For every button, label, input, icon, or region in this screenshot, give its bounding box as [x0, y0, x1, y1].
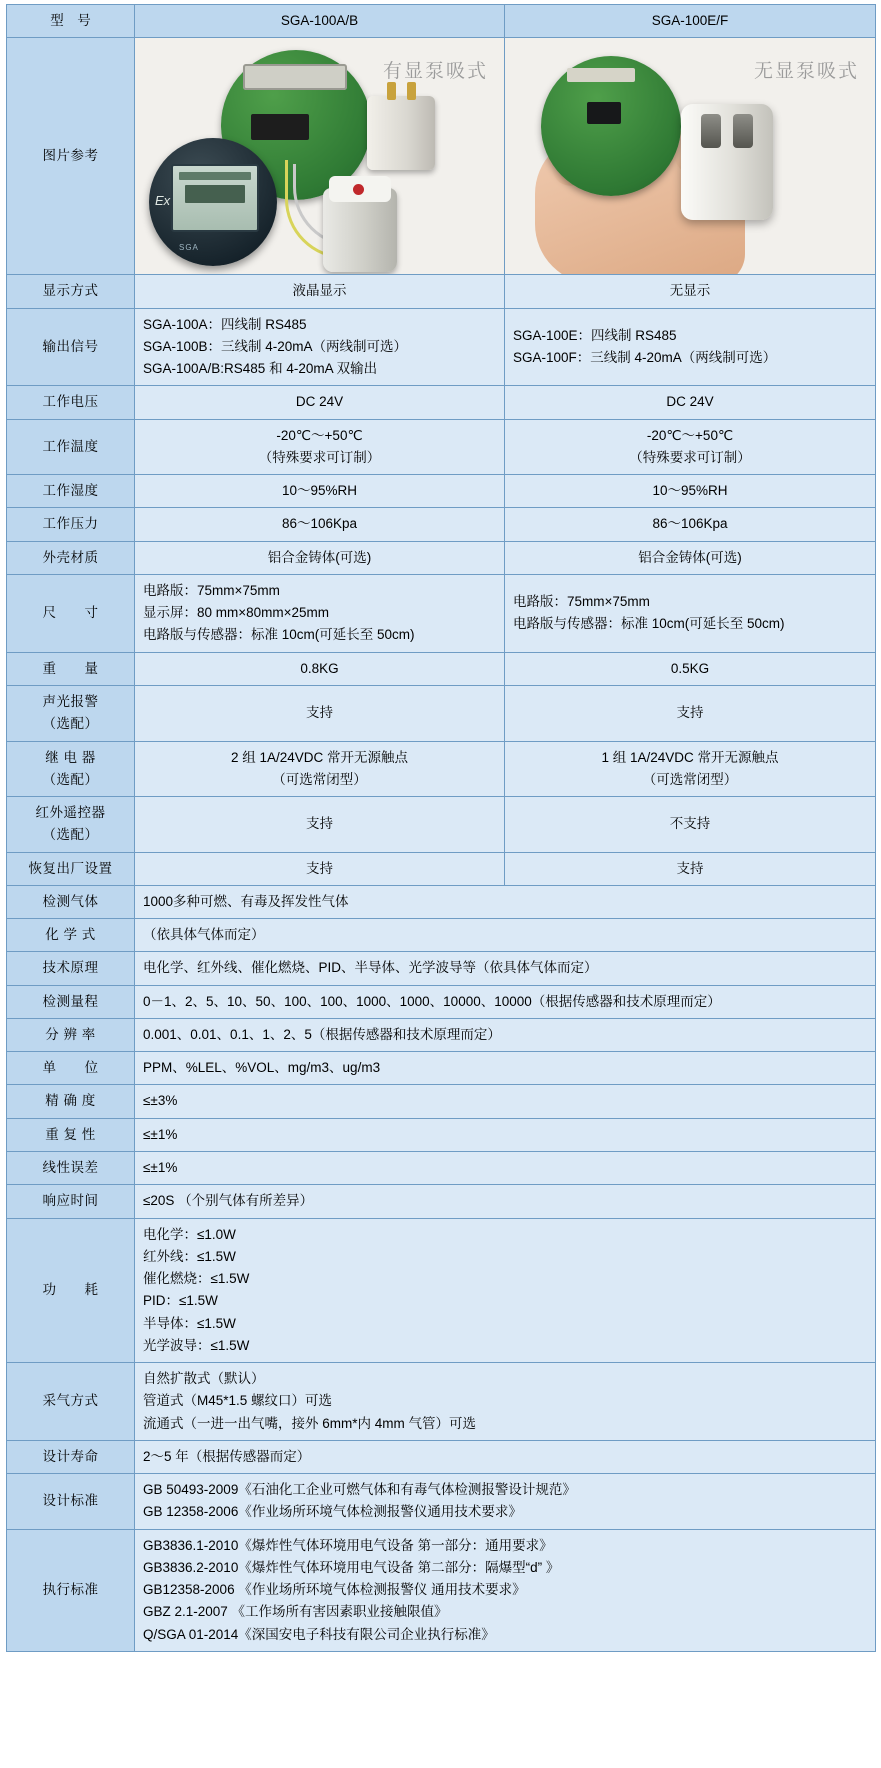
row-value [505, 541, 876, 574]
row-label: 重 复 性 [7, 1118, 135, 1151]
cell-line: -20℃～+50℃ [646, 427, 734, 443]
row-value [135, 885, 876, 918]
cell-line: SGA-100F：三线制 4-20mA（两线制可选） [513, 349, 777, 365]
row-value [135, 574, 505, 652]
table-row [7, 541, 876, 574]
cell-line: （特殊要求可订制） [629, 449, 751, 465]
table-row [7, 797, 876, 853]
cell-line: 电路版：75mm×75mm [143, 582, 280, 598]
row-value [505, 475, 876, 508]
specification-table [6, 4, 876, 1652]
table-row [7, 1363, 876, 1441]
table-row [7, 574, 876, 652]
cell-line: GBZ 2.1-2007 《工作场所有害因素职业接触限值》 [143, 1604, 448, 1620]
row-label: 技术原理 [7, 952, 135, 985]
row-value [135, 1118, 876, 1151]
row-value [135, 985, 876, 1018]
cell-line: 支持 [306, 705, 333, 721]
row-value [505, 797, 876, 853]
pcb-board-icon [541, 56, 681, 196]
row-label: 工作压力 [7, 508, 135, 541]
row-value [505, 419, 876, 475]
row-label: 输出信号 [7, 308, 135, 386]
cell-line: （选配） [42, 716, 99, 732]
cell-line: 0－1、2、5、10、50、100、100、1000、1000、10000、10000（根据传感器和技术原理而定） [143, 993, 721, 1009]
table-row [7, 308, 876, 386]
cell-line: GB3836.1-2010《爆炸性气体环境用电气设备 第一部分：通用要求》 [143, 1537, 553, 1553]
row-value [505, 574, 876, 652]
table-row [7, 1018, 876, 1051]
row-label: 执行标准 [7, 1529, 135, 1651]
cell-line: 电路版：75mm×75mm [513, 594, 650, 610]
row-label: 响应时间 [7, 1185, 135, 1218]
cell-line: GB12358-2006 《作业场所环境气体检测报警仪 通用技术要求》 [143, 1582, 526, 1598]
cell-line: 支持 [676, 705, 704, 721]
cell-line: GB3836.2-2010《爆炸性气体环境用电气设备 第二部分：隔爆型“d” 》 [143, 1559, 560, 1575]
cell-line: 0.001、0.01、0.1、1、2、5（根据传感器和技术原理而定） [143, 1026, 501, 1042]
row-value [135, 1151, 876, 1184]
row-label: 采气方式 [7, 1363, 135, 1441]
row-value [135, 508, 505, 541]
pump-sensor-icon [681, 104, 773, 220]
cell-line: ≤±3% [143, 1093, 178, 1109]
row-label: 外壳材质 [7, 541, 135, 574]
row-value [505, 652, 876, 685]
row-value [505, 275, 876, 308]
cell-line: 1000多种可燃、有毒及挥发性气体 [143, 893, 349, 909]
row-label: 工作电压 [7, 386, 135, 419]
table-row [7, 1085, 876, 1118]
row-label: 重 量 [7, 652, 135, 685]
cell-line: SGA-100E：四线制 RS485 [513, 327, 677, 343]
cell-line: 红外线：≤1.5W [143, 1248, 236, 1264]
row-value [505, 685, 876, 741]
cell-line: 2～5 年（根据传感器而定） [143, 1448, 311, 1464]
table-row [7, 1218, 876, 1363]
table-header-row [7, 5, 876, 38]
row-value [135, 919, 876, 952]
cell-line: 管道式（M45*1.5 螺纹口）可选 [143, 1393, 333, 1409]
cell-line: 半导体：≤1.5W [143, 1315, 236, 1331]
table-row [7, 1440, 876, 1473]
cell-line: 红外遥控器 [35, 805, 106, 821]
table-row [7, 475, 876, 508]
row-value [135, 1185, 876, 1218]
cell-line: ≤20S （个别气体有所差异） [143, 1193, 314, 1209]
two-column-rows [7, 275, 876, 886]
cell-line: 流通式（一进一出气嘴，接外 6mm*内 4mm 气管）可选 [143, 1415, 477, 1431]
row-value [505, 386, 876, 419]
cell-line: DC 24V [295, 394, 344, 410]
table-row [7, 741, 876, 797]
cell-line: 催化燃烧：≤1.5W [143, 1271, 250, 1287]
row-value [135, 652, 505, 685]
cell-line: 自然扩散式（默认） [143, 1371, 265, 1387]
photo-tag-left: 有显泵吸式 [382, 61, 488, 83]
row-value [135, 1440, 876, 1473]
cell-line: SGA-100A：四线制 RS485 [143, 316, 307, 332]
cell-line: 支持 [676, 860, 704, 876]
cell-line: ≤±1% [143, 1159, 178, 1175]
row-label: 工作温度 [7, 419, 135, 475]
cell-line: SGA-100B：三线制 4-20mA（两线制可选） [143, 338, 408, 354]
pump-sensor-icon [323, 188, 397, 272]
row-label: 精 确 度 [7, 1085, 135, 1118]
row-value [135, 419, 505, 475]
cell-line: 电化学：≤1.0W [143, 1226, 236, 1242]
row-label: 检测气体 [7, 885, 135, 918]
cell-line: ≤±1% [143, 1126, 178, 1142]
row-label [7, 797, 135, 853]
table-row [7, 852, 876, 885]
cell-line: 显示屏：80 mm×80mm×25mm [143, 605, 330, 621]
cell-line: 电路版与传感器：标准 10cm(可延长至 50cm) [143, 627, 415, 643]
cell-line: （依具体气体而定） [143, 927, 265, 943]
row-label: 显示方式 [7, 275, 135, 308]
cell-line: Q/SGA 01-2014《深国安电子科技有限公司企业执行标准》 [143, 1626, 495, 1642]
cell-line: （可选常闭型） [272, 771, 367, 787]
cell-line: GB 12358-2006《作业场所环境气体检测报警仪通用技术要求》 [143, 1504, 522, 1520]
cell-line: 铝合金铸体(可选) [267, 549, 372, 565]
table-row [7, 1118, 876, 1151]
row-label [7, 741, 135, 797]
cell-line: DC 24V [666, 394, 714, 410]
photo-row [7, 38, 876, 275]
row-value [135, 1052, 876, 1085]
cell-line: 声光报警 [42, 693, 99, 709]
row-label: 单 位 [7, 1052, 135, 1085]
table-row [7, 652, 876, 685]
cell-line: 电路版与传感器：标准 10cm(可延长至 50cm) [513, 616, 785, 632]
row-label: 设计标准 [7, 1474, 135, 1530]
row-value [135, 952, 876, 985]
table-row [7, 419, 876, 475]
cell-line: 铝合金铸体(可选) [638, 549, 742, 565]
row-value [135, 541, 505, 574]
cell-line: 2 组 1A/24VDC 常开无源触点 [230, 749, 409, 765]
row-label [7, 685, 135, 741]
row-label: 功 耗 [7, 1218, 135, 1363]
cell-line: 支持 [306, 860, 333, 876]
table-row [7, 919, 876, 952]
row-value [505, 852, 876, 885]
cell-line: 86～106Kpa [281, 516, 358, 532]
cell-line: 无显示 [669, 283, 711, 299]
row-value [135, 685, 505, 741]
table-row [7, 1151, 876, 1184]
header-model-label: 型 号 [7, 5, 135, 38]
cell-line: 10～95%RH [281, 483, 358, 499]
cell-line: 不支持 [669, 816, 711, 832]
row-value [135, 1529, 876, 1651]
row-label: 化 学 式 [7, 919, 135, 952]
row-value [505, 508, 876, 541]
row-value [135, 852, 505, 885]
row-value [135, 1018, 876, 1051]
row-value [135, 797, 505, 853]
table-row [7, 1474, 876, 1530]
table-row [7, 985, 876, 1018]
row-value [135, 1363, 876, 1441]
photo-tag-right: 无显泵吸式 [753, 61, 859, 83]
cell-line: 继 电 器 [45, 749, 96, 765]
row-value [505, 308, 876, 386]
row-value [135, 475, 505, 508]
cell-line: 光学波导：≤1.5W [143, 1337, 250, 1353]
full-width-rows [7, 885, 876, 1651]
row-label: 线性误差 [7, 1151, 135, 1184]
cell-line: 电化学、红外线、催化燃烧、PID、半导体、光学波导等（依具体气体而定） [143, 960, 598, 976]
photo-cell-right [505, 38, 876, 275]
row-value [135, 275, 505, 308]
photo-row-label: 图片参考 [7, 38, 135, 275]
table-row [7, 1185, 876, 1218]
row-label: 工作湿度 [7, 475, 135, 508]
row-value [135, 1218, 876, 1363]
cell-line: GB 50493-2009《石油化工企业可燃气体和有毒气体检测报警设计规范》 [143, 1482, 576, 1498]
table-row [7, 952, 876, 985]
row-value [135, 1474, 876, 1530]
header-col1: SGA-100A/B [135, 5, 505, 38]
cell-line: （可选常闭型） [642, 771, 738, 787]
cell-line: 1 组 1A/24VDC 常开无源触点 [601, 749, 779, 765]
table-row [7, 885, 876, 918]
product-photo-e-f [505, 38, 875, 274]
row-label: 设计寿命 [7, 1440, 135, 1473]
cell-line: 86～106Kpa [652, 516, 728, 532]
cell-line: 10～95%RH [652, 483, 728, 499]
cell-line: 0.8KG [300, 660, 339, 676]
sensor-housing-icon [367, 96, 435, 170]
lcd-display-icon: Ex SGA [149, 138, 277, 266]
table-row [7, 1529, 876, 1651]
row-value [505, 741, 876, 797]
table-row [7, 508, 876, 541]
cell-line: （特殊要求可订制） [258, 449, 381, 465]
cell-line: （选配） [42, 827, 99, 843]
row-label: 分 辨 率 [7, 1018, 135, 1051]
row-value [135, 1085, 876, 1118]
cell-line: 液晶显示 [292, 283, 347, 299]
cell-line: （选配） [42, 771, 99, 787]
row-label: 恢复出厂设置 [7, 852, 135, 885]
row-value [135, 741, 505, 797]
cell-line: -20℃～+50℃ [276, 427, 363, 443]
photo-cell-left [135, 38, 505, 275]
row-value [135, 386, 505, 419]
row-value [135, 308, 505, 386]
table-row [7, 275, 876, 308]
row-label: 尺 寸 [7, 574, 135, 652]
table-row [7, 1052, 876, 1085]
header-col2: SGA-100E/F [505, 5, 876, 38]
product-photo-a-b [135, 38, 504, 274]
cell-line: 支持 [306, 816, 333, 832]
cell-line: PID：≤1.5W [143, 1293, 218, 1309]
row-label: 检测量程 [7, 985, 135, 1018]
table-row [7, 685, 876, 741]
table-row [7, 386, 876, 419]
cell-line: PPM、%LEL、%VOL、mg/m3、ug/m3 [143, 1060, 381, 1076]
cell-line: SGA-100A/B:RS485 和 4-20mA 双输出 [143, 361, 378, 377]
cell-line: 0.5KG [670, 660, 710, 676]
